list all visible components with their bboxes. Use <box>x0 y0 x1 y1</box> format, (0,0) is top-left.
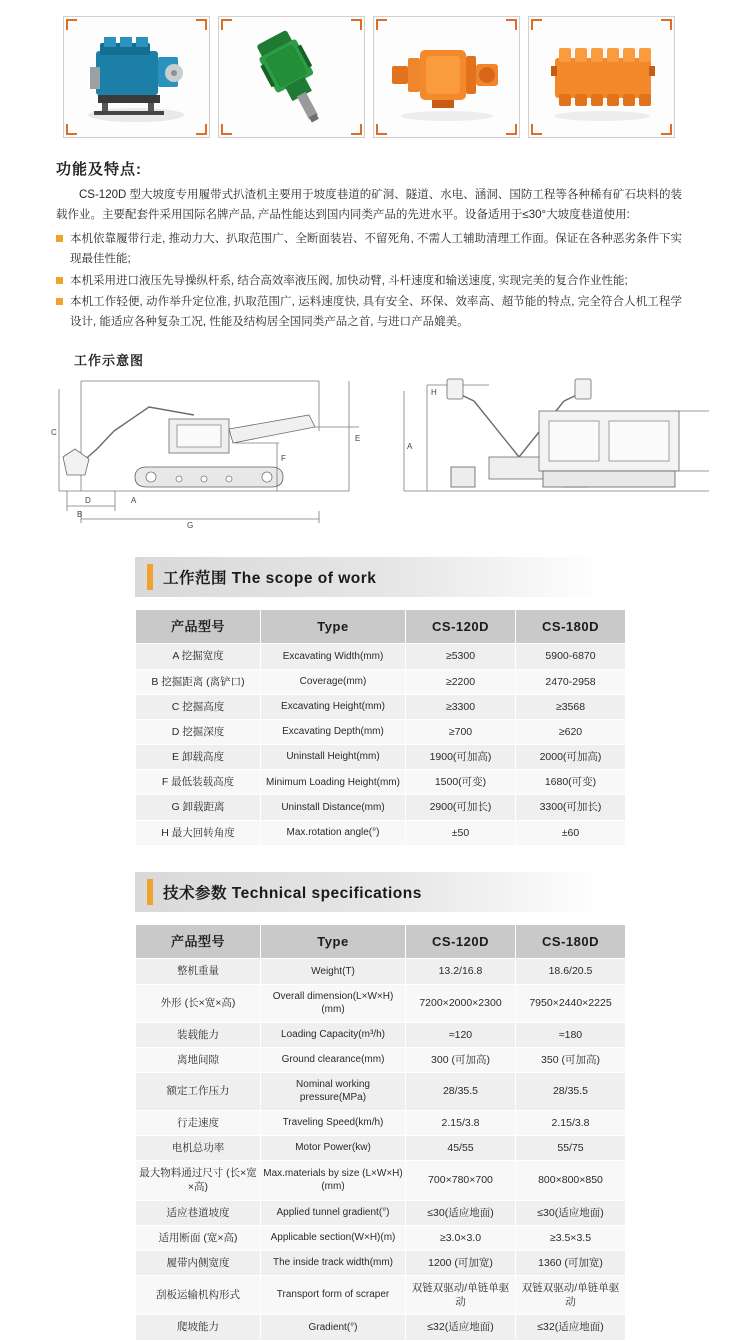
table-row <box>136 795 626 820</box>
cell-cs180d: 1680(可变) <box>516 770 626 795</box>
cell-cs120d: ≈120 <box>406 1022 516 1047</box>
cell-cs180d: 2470-2958 <box>516 669 626 694</box>
tech-band <box>135 872 605 912</box>
cell-cs180d: 28/35.5 <box>516 1072 626 1110</box>
features-intro: CS-120D 型大坡度专用履带式扒渣机主要用于坡度巷道的矿洞、隧道、水电、涵洞、国防工程等各种稀有矿石块料的装载作业。主要配套件采用国际名牌产品, 产品性能达到国内同类产品的先进水平。设备适用于≤30°大坡度巷道使用: <box>56 189 682 222</box>
cell-param: F 最低装载高度 <box>136 770 261 795</box>
cell-cs180d: ≤32(适应地面) <box>516 1315 626 1340</box>
cell-param: A 挖掘宽度 <box>136 644 261 669</box>
working-diagram <box>19 371 719 531</box>
diagram-label-G: G <box>187 520 194 530</box>
cell-type: Excavating Height(mm) <box>261 694 406 719</box>
tech-band-title: 技术参数 Technical specifications <box>163 884 422 902</box>
table-row <box>136 770 626 795</box>
thumbnail-diesel-engine <box>63 16 210 138</box>
cell-param: 电机总功率 <box>136 1136 261 1161</box>
list-item-text: 本机依靠履带行走, 推动力大、扒取范围广、全断面装岩、不留死角, 不需人工辅助清理工作面。保证在各种恶劣条件下实现最佳性能; <box>70 233 682 266</box>
cell-cs120d: 45/55 <box>406 1136 516 1161</box>
cell-cs180d: 2.15/3.8 <box>516 1110 626 1135</box>
corner-mark-icon <box>221 124 232 135</box>
table-row <box>136 1315 626 1340</box>
cell-param: G 卸载距离 <box>136 795 261 820</box>
thumbnail-hydraulic-pump <box>373 16 520 138</box>
cell-type: Nominal working pressure(MPa) <box>261 1072 406 1110</box>
corner-mark-icon <box>351 19 362 30</box>
cell-type: Minimum Loading Height(mm) <box>261 770 406 795</box>
column-header-cs120d: CS-120D <box>406 924 516 959</box>
diagram-label-D: D <box>85 495 91 505</box>
cell-cs180d: 1360 (可加宽) <box>516 1250 626 1275</box>
table-row <box>136 1200 626 1225</box>
cell-cs120d: 300 (可加高) <box>406 1047 516 1072</box>
cell-type: Weight(T) <box>261 959 406 984</box>
cell-param: 履带内侧宽度 <box>136 1250 261 1275</box>
cell-cs120d: ≤30(适应地面) <box>406 1200 516 1225</box>
cell-type: Coverage(mm) <box>261 669 406 694</box>
cell-cs180d: 5900-6870 <box>516 644 626 669</box>
table-row <box>136 669 626 694</box>
cell-cs120d: ≤32(适应地面) <box>406 1315 516 1340</box>
corner-mark-icon <box>66 124 77 135</box>
multi-way-valve-image <box>537 30 667 125</box>
cell-type: Overall dimension(L×W×H)(mm) <box>261 984 406 1022</box>
diagram-label-F: F <box>281 453 286 463</box>
tech-table <box>135 924 626 1341</box>
corner-mark-icon <box>376 124 387 135</box>
cell-type: Max.materials by size (L×W×H) (mm) <box>261 1161 406 1200</box>
cell-cs180d: 2000(可加高) <box>516 745 626 770</box>
corner-mark-icon <box>196 124 207 135</box>
cell-type: Excavating Depth(mm) <box>261 719 406 744</box>
cell-type: Applied tunnel gradient(°) <box>261 1200 406 1225</box>
cell-param: 爬坡能力 <box>136 1315 261 1340</box>
corner-mark-icon <box>196 19 207 30</box>
cell-param: D 挖掘深度 <box>136 719 261 744</box>
diagram-label-B: B <box>77 509 83 519</box>
cell-type: Applicable section(W×H)(m) <box>261 1225 406 1250</box>
cell-cs120d: 7200×2000×2300 <box>406 984 516 1022</box>
cell-cs180d: 3300(可加长) <box>516 795 626 820</box>
cell-cs180d: ±60 <box>516 820 626 845</box>
accent-bar-icon <box>147 564 153 590</box>
cell-type: Traveling Speed(km/h) <box>261 1110 406 1135</box>
tech-block <box>0 872 738 1341</box>
scope-table <box>135 609 626 846</box>
bullet-square-icon <box>56 298 63 305</box>
corner-mark-icon <box>376 19 387 30</box>
cell-cs120d: 双链双驱动/单链单驱动 <box>406 1276 516 1315</box>
cell-param: 适应巷道坡度 <box>136 1200 261 1225</box>
cell-type: Uninstall Distance(mm) <box>261 795 406 820</box>
corner-mark-icon <box>531 124 542 135</box>
cell-param: 外形 (长×宽×高) <box>136 984 261 1022</box>
cell-type: Transport form of scraper <box>261 1276 406 1315</box>
cell-type: Ground clearance(mm) <box>261 1047 406 1072</box>
list-item <box>56 292 682 332</box>
table-row <box>136 1136 626 1161</box>
cell-cs120d: 700×780×700 <box>406 1161 516 1200</box>
column-header-cs180d: CS-180D <box>516 924 626 959</box>
list-item-text: 本机采用进口液压先导操纵杆系, 结合高效率液压阀, 加快动臂, 斗杆速度和输送速度, 实现完美的复合作业性能; <box>70 274 628 287</box>
cell-param: C 挖掘高度 <box>136 694 261 719</box>
thumbnail-hydraulic-breaker <box>218 16 365 138</box>
column-header-cs180d: CS-180D <box>516 609 626 644</box>
table-row <box>136 1250 626 1275</box>
table-row <box>136 719 626 744</box>
cell-cs120d: 2900(可加长) <box>406 795 516 820</box>
table-row <box>136 1225 626 1250</box>
cell-cs120d: 13.2/16.8 <box>406 959 516 984</box>
cell-type: Loading Capacity(m³/h) <box>261 1022 406 1047</box>
cell-cs180d: ≥3.5×3.5 <box>516 1225 626 1250</box>
cell-cs120d: 1500(可变) <box>406 770 516 795</box>
cell-cs180d: ≥3568 <box>516 694 626 719</box>
table-row <box>136 1110 626 1135</box>
column-header-model: 产品型号 <box>136 924 261 959</box>
cell-cs120d: 2.15/3.8 <box>406 1110 516 1135</box>
corner-mark-icon <box>661 19 672 30</box>
diagram-label-A: A <box>131 495 137 505</box>
cell-type: Uninstall Height(mm) <box>261 745 406 770</box>
hydraulic-breaker-image <box>229 25 354 130</box>
column-header-cs120d: CS-120D <box>406 609 516 644</box>
scope-band-title: 工作范围 The scope of work <box>163 569 377 587</box>
features-title: 功能及特点: <box>56 161 142 178</box>
table-row <box>136 820 626 845</box>
table-row <box>136 1047 626 1072</box>
bullet-square-icon <box>56 277 63 284</box>
list-item <box>56 229 682 269</box>
thumbnail-multi-way-valve <box>528 16 675 138</box>
cell-cs120d: 1900(可加高) <box>406 745 516 770</box>
diagram-label-E: E <box>355 433 361 443</box>
cell-type: The inside track width(mm) <box>261 1250 406 1275</box>
table-row <box>136 1022 626 1047</box>
cell-param: 装载能力 <box>136 1022 261 1047</box>
diagram-label-A2: A <box>407 441 413 451</box>
cell-cs120d: ≥2200 <box>406 669 516 694</box>
features-bullet-list <box>56 229 682 332</box>
cell-cs180d: ≈180 <box>516 1022 626 1047</box>
cell-param: 离地间隙 <box>136 1047 261 1072</box>
bullet-square-icon <box>56 235 63 242</box>
cell-cs180d: ≥620 <box>516 719 626 744</box>
cell-type: Gradient(°) <box>261 1315 406 1340</box>
list-item <box>56 271 682 291</box>
cell-param: 行走速度 <box>136 1110 261 1135</box>
scope-band <box>135 557 605 597</box>
scope-block <box>0 557 738 846</box>
cell-cs120d: ±50 <box>406 820 516 845</box>
product-thumbnail-row <box>0 10 738 142</box>
cell-type: Max.rotation angle(°) <box>261 820 406 845</box>
cell-cs120d: ≥5300 <box>406 644 516 669</box>
corner-mark-icon <box>221 19 232 30</box>
diagram-label-H: H <box>431 387 437 397</box>
cell-param: 额定工作压力 <box>136 1072 261 1110</box>
cell-cs180d: 7950×2440×2225 <box>516 984 626 1022</box>
cell-cs120d: ≥3300 <box>406 694 516 719</box>
cell-param: E 卸载高度 <box>136 745 261 770</box>
corner-mark-icon <box>661 124 672 135</box>
cell-cs180d: 800×800×850 <box>516 1161 626 1200</box>
corner-mark-icon <box>531 19 542 30</box>
diesel-engine-image <box>74 27 199 127</box>
cell-param: B 挖掘距离 (离铲口) <box>136 669 261 694</box>
cell-param: 刮板运输机构形式 <box>136 1276 261 1315</box>
cell-cs120d: 1200 (可加宽) <box>406 1250 516 1275</box>
cell-cs180d: ≤30(适应地面) <box>516 1200 626 1225</box>
table-row <box>136 984 626 1022</box>
list-item-text: 本机工作轻便, 动作举升定位准, 扒取范围广, 运料速度快, 具有安全、环保、效率高、超节能的特点, 完全符合人机工程学设计, 能适应各种复杂工况, 性能及结构居全国同类产品之首, 与进口产品媲美。 <box>70 295 682 328</box>
cell-param: H 最大回转角度 <box>136 820 261 845</box>
diagram-title: 工作示意图 <box>74 352 145 368</box>
table-header-row <box>136 924 626 959</box>
accent-bar-icon <box>147 879 153 905</box>
table-row <box>136 1276 626 1315</box>
hydraulic-pump-image <box>382 30 512 125</box>
column-header-model: 产品型号 <box>136 609 261 644</box>
table-row <box>136 1161 626 1200</box>
cell-param: 最大物料通过尺寸 (长×宽×高) <box>136 1161 261 1200</box>
table-row <box>136 959 626 984</box>
table-row <box>136 745 626 770</box>
working-diagram-svg <box>19 371 719 531</box>
cell-cs180d: 55/75 <box>516 1136 626 1161</box>
cell-cs120d: ≥700 <box>406 719 516 744</box>
corner-mark-icon <box>506 124 517 135</box>
cell-cs180d: 双链双驱动/单链单驱动 <box>516 1276 626 1315</box>
corner-mark-icon <box>66 19 77 30</box>
table-row <box>136 644 626 669</box>
cell-cs180d: 350 (可加高) <box>516 1047 626 1072</box>
column-header-type: Type <box>261 924 406 959</box>
cell-type: Motor Power(kw) <box>261 1136 406 1161</box>
table-header-row <box>136 609 626 644</box>
cell-cs180d: 18.6/20.5 <box>516 959 626 984</box>
cell-cs120d: ≥3.0×3.0 <box>406 1225 516 1250</box>
table-row <box>136 1072 626 1110</box>
table-row <box>136 694 626 719</box>
corner-mark-icon <box>506 19 517 30</box>
cell-cs120d: 28/35.5 <box>406 1072 516 1110</box>
cell-param: 整机重量 <box>136 959 261 984</box>
corner-mark-icon <box>351 124 362 135</box>
column-header-type: Type <box>261 609 406 644</box>
cell-param: 适用断面 (宽×高) <box>136 1225 261 1250</box>
diagram-label-C: C <box>51 427 57 437</box>
cell-type: Excavating Width(mm) <box>261 644 406 669</box>
